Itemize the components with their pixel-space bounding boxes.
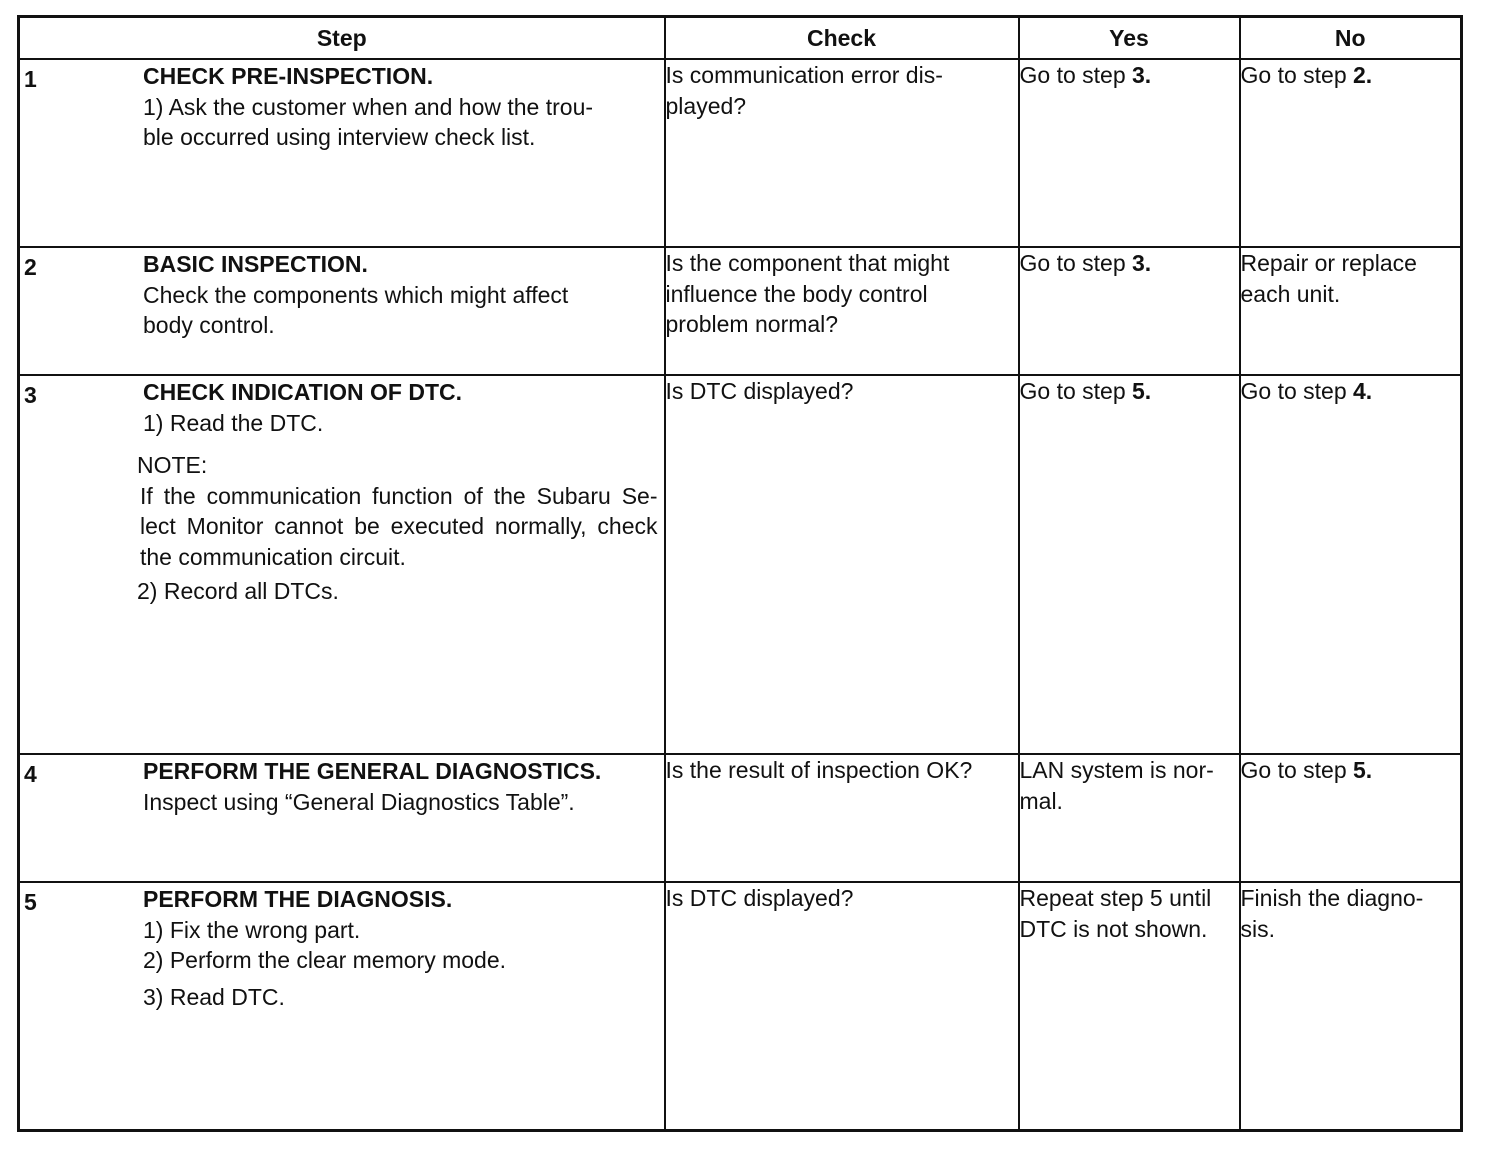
yes-cell: [1019, 247, 1240, 375]
yes-step-ref: 3.: [1132, 250, 1152, 276]
step-instruction: 1) Fix the wrong part.: [143, 916, 361, 943]
yes-cell: [1019, 882, 1240, 1131]
note-label: NOTE:: [137, 452, 208, 478]
no-text: Go to step: [1240, 757, 1354, 783]
check-cell: [665, 754, 1019, 882]
step-instruction: body control.: [143, 312, 275, 338]
yes-cell: [1019, 59, 1240, 247]
no-text: Finish the diagno-: [1240, 885, 1424, 911]
check-text: Is DTC displayed?: [665, 378, 854, 404]
header-step: Step: [19, 17, 665, 60]
step-title: CHECK INDICATION OF DTC.: [143, 379, 463, 405]
check-cell: [665, 375, 1019, 754]
header-check: Check: [665, 17, 1019, 60]
check-text: Is DTC displayed?: [665, 885, 854, 911]
step-instruction: 1) Read the DTC.: [143, 409, 324, 436]
no-cell: [1240, 882, 1462, 1131]
check-text: influence the body control: [665, 280, 928, 307]
check-text: problem normal?: [665, 311, 839, 337]
table-row: [19, 754, 1462, 882]
yes-step-ref: 5.: [1132, 378, 1152, 404]
table-row: [19, 247, 1462, 375]
step-number: 4: [24, 761, 37, 787]
check-text: Is the result of inspection OK?: [665, 757, 973, 783]
yes-text: Repeat step 5 until: [1019, 885, 1212, 911]
step-cell: [19, 754, 665, 882]
table-row: [19, 882, 1462, 1131]
check-text: played?: [665, 92, 747, 119]
no-cell: [1240, 754, 1462, 882]
step-number: 1: [24, 66, 37, 92]
table-header-row: [19, 17, 1462, 60]
no-text: sis.: [1240, 915, 1275, 942]
step-instruction: 1) Ask the customer when and how the trou-: [143, 93, 594, 120]
step-instruction: Check the components which might affect: [143, 281, 569, 308]
yes-text: LAN system is nor-: [1019, 757, 1214, 783]
diagnostic-procedure-table: [17, 15, 1463, 1132]
table-row: [19, 375, 1462, 754]
yes-text: DTC is not shown.: [1019, 915, 1208, 942]
step-instruction: 3) Read DTC.: [143, 983, 285, 1010]
no-text: Go to step: [1240, 62, 1354, 88]
header-no: No: [1240, 17, 1462, 60]
step-instruction: 2) Record all DTCs.: [137, 578, 339, 604]
check-cell: [665, 247, 1019, 375]
yes-text: mal.: [1019, 787, 1063, 814]
step-instruction: ble occurred using interview check list.: [143, 124, 536, 150]
step-instruction: Inspect using “General Diagnostics Table”.: [143, 788, 575, 815]
no-text: each unit.: [1240, 280, 1341, 307]
no-cell: [1240, 59, 1462, 247]
check-text: Is communication error dis-: [665, 62, 943, 88]
step-title: CHECK PRE-INSPECTION.: [143, 63, 434, 89]
no-cell: [1240, 247, 1462, 375]
yes-text: Go to step: [1019, 378, 1133, 404]
check-cell: [665, 882, 1019, 1131]
no-cell: [1240, 375, 1462, 754]
yes-text: Go to step: [1019, 250, 1133, 276]
header-yes: Yes: [1019, 17, 1240, 60]
note-text: If the communication function of the Subaru Se-lect Monitor cannot be executed normally, check the communication circuit.: [140, 482, 658, 570]
no-step-ref: 2.: [1353, 62, 1373, 88]
check-cell: [665, 59, 1019, 247]
step-cell: [19, 375, 665, 754]
no-text: Repair or replace: [1240, 250, 1417, 276]
step-cell: [19, 247, 665, 375]
step-title: PERFORM THE DIAGNOSIS.: [143, 886, 453, 912]
step-number: 5: [24, 889, 37, 915]
step-cell: [19, 59, 665, 247]
step-instruction: 2) Perform the clear memory mode.: [143, 947, 507, 973]
step-title: BASIC INSPECTION.: [143, 251, 368, 277]
step-number: 3: [24, 382, 37, 408]
check-text: Is the component that might: [665, 250, 950, 276]
step-title: PERFORM THE GENERAL DIAGNOSTICS.: [143, 758, 602, 784]
yes-text: Go to step: [1019, 62, 1133, 88]
no-step-ref: 4.: [1353, 378, 1373, 404]
no-text: Go to step: [1240, 378, 1354, 404]
yes-cell: [1019, 375, 1240, 754]
yes-cell: [1019, 754, 1240, 882]
step-cell: [19, 882, 665, 1131]
no-step-ref: 5.: [1353, 757, 1373, 783]
yes-step-ref: 3.: [1132, 62, 1152, 88]
step-number: 2: [24, 254, 37, 280]
table-row: [19, 59, 1462, 247]
